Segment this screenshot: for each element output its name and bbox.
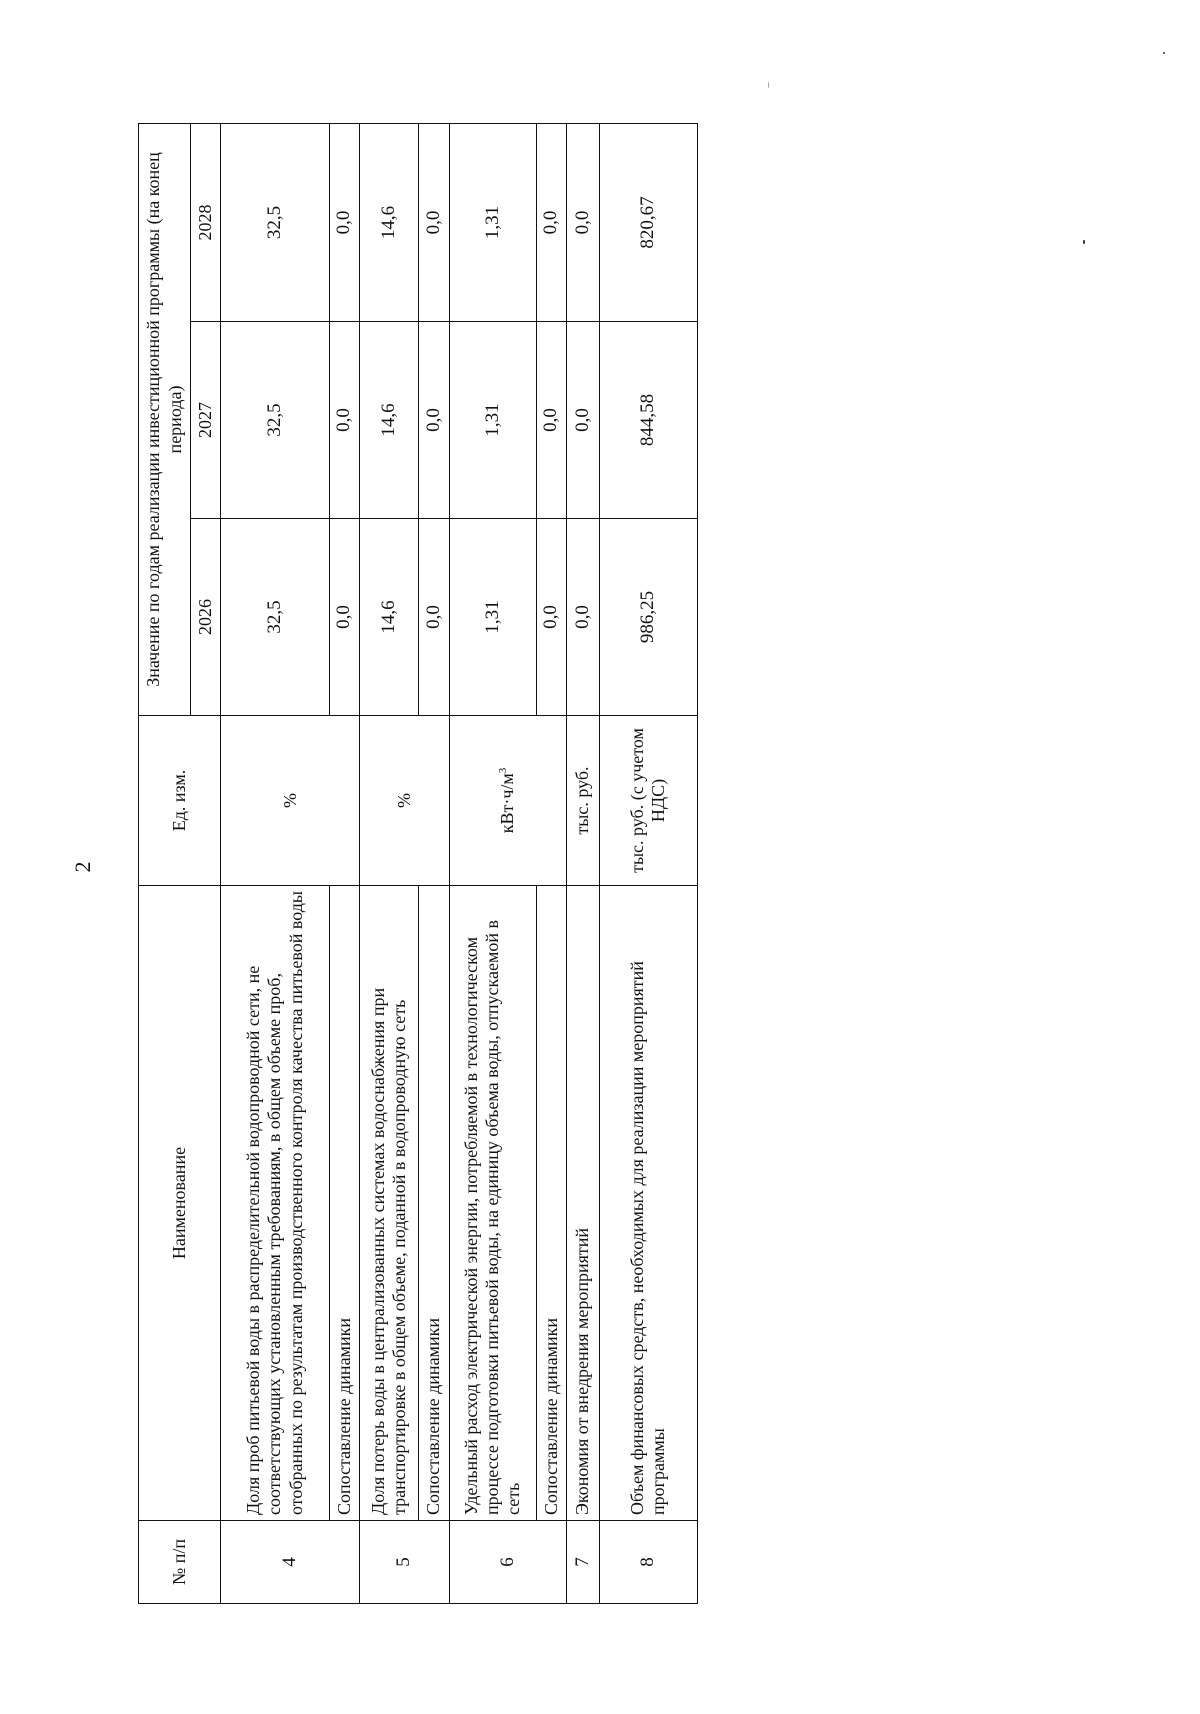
page-number: 2 [70,861,95,873]
value-2026: 1,31 [449,519,536,716]
value-2028: 32,5 [221,123,330,321]
value-2027: 14,6 [360,322,419,519]
scan-speck [768,82,769,88]
value-2027: 844,58 [599,322,697,519]
header-year-2028: 2028 [191,123,221,321]
header-year-2027: 2027 [191,322,221,519]
value-2026: 32,5 [221,519,330,716]
row-number: 6 [449,1521,567,1604]
row-number: 7 [567,1521,600,1604]
table-row [449,123,536,1603]
row-number: 4 [221,1521,360,1604]
comparison-2027: 0,0 [536,322,566,519]
value-2026: 986,25 [599,519,697,716]
header-year-2026: 2026 [191,519,221,716]
row-name: Доля потерь воды в централизованных системах водоснабжения при транспортировке в общем объеме, поданной в водопроводную сеть [360,886,419,1521]
comparison-2027: 0,0 [329,322,359,519]
value-2028: 14,6 [360,123,419,321]
value-2027: 0,0 [567,322,600,519]
row-name: Удельный расход электрической энергии, потребляемой в технологическом процессе подготовки питьевой воды, на единицу объема воды, отпускаемой в сеть [449,886,536,1521]
rotated-page-content [138,124,698,1604]
row-number: 8 [599,1521,697,1604]
comparison-2026: 0,0 [536,519,566,716]
header-name: Наименование [139,886,221,1521]
comparison-2028: 0,0 [536,123,566,321]
value-2026: 14,6 [360,519,419,716]
row-unit: тыс. руб. [567,716,600,886]
value-2026: 0,0 [567,519,600,716]
row-name: Доля проб питьевой воды в распределительной водопроводной сети, не соответствующих установленным требованиям, в общем объеме проб, отобранных по результатам производственного контроля качества питьевой воды [221,886,330,1521]
unit-superscript: 3 [497,767,510,774]
table-row [221,123,330,1603]
row-number: 5 [360,1521,449,1604]
header-values-group: Значение по годам реализации инвестиционной программы (на конец периода) [139,123,191,715]
comparison-name: Сопоставление динамики [329,886,359,1521]
row-unit: % [221,716,360,886]
row-unit [449,716,567,886]
indicators-table [138,123,698,1604]
table-row [599,123,697,1603]
comparison-name: Сопоставление динамики [419,886,449,1521]
scan-speck [1083,240,1085,244]
comparison-2026: 0,0 [329,519,359,716]
header-number: № п/п [139,1521,221,1604]
row-name: Экономия от внедрения мероприятий [567,886,600,1521]
comparison-name: Сопоставление динамики [536,886,566,1521]
comparison-2028: 0,0 [329,123,359,321]
comparison-2026: 0,0 [419,519,449,716]
table-row [567,123,600,1603]
value-2028: 820,67 [599,123,697,321]
unit-text: кВт·ч/м [497,773,518,834]
value-2027: 32,5 [221,322,330,519]
value-2028: 1,31 [449,123,536,321]
row-name: Объем финансовых средств, необходимых для реализации мероприятий программы [599,886,697,1521]
table-row [360,123,419,1603]
row-unit: % [360,716,449,886]
row-unit: тыс. руб. (с учетом НДС) [599,716,697,886]
header-unit: Ед. изм. [139,716,221,886]
value-2028: 0,0 [567,123,600,321]
scan-speck [1163,52,1165,54]
comparison-2027: 0,0 [419,322,449,519]
value-2027: 1,31 [449,322,536,519]
comparison-2028: 0,0 [419,123,449,321]
